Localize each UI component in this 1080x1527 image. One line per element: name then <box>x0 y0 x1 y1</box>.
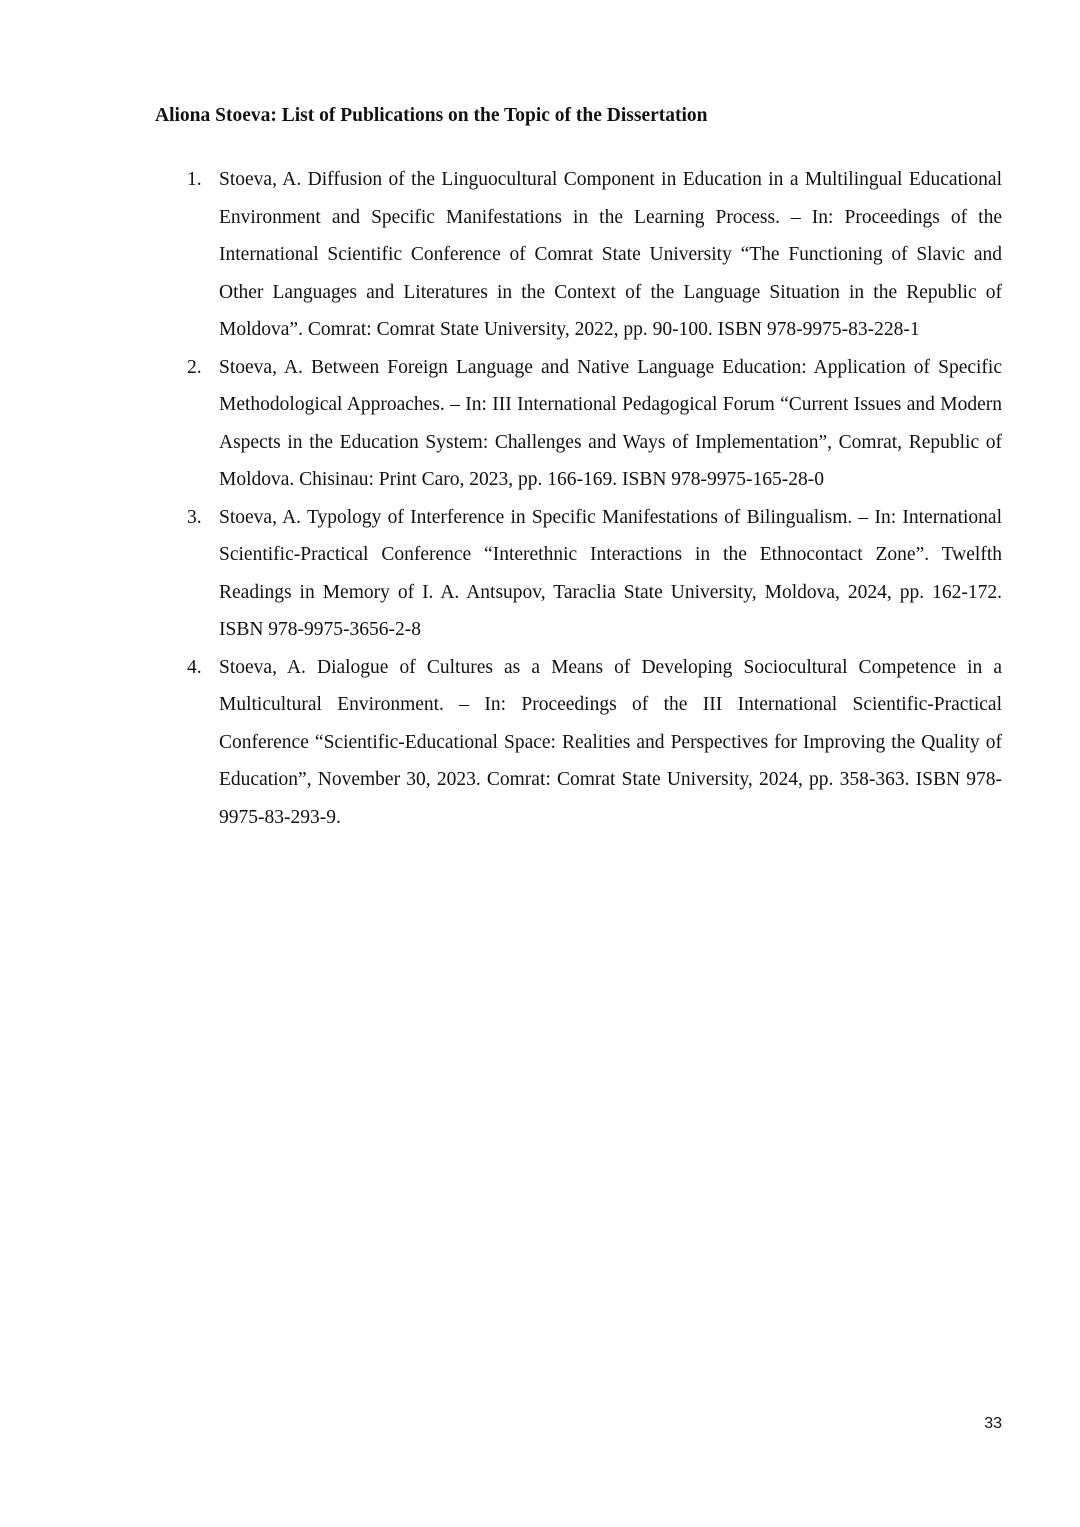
list-item-number: 1. <box>187 169 202 190</box>
list-item <box>155 649 1002 837</box>
list-item <box>155 161 1002 349</box>
publication-list <box>155 161 1002 836</box>
list-item <box>155 499 1002 649</box>
list-item-text: Stoeva, A. Diffusion of the Linguocultural Component in Education in a Multilingual Educational Environment and Specific Manifestations in the Learning Process. – In: Proceedings of the International Scientific Conference of Comrat State University “The Functioning of Slavic and Other Languages and Literatures in the Context of the Language Situation in the Republic of Moldova”. Comrat: Comrat State University, 2022, pp. 90-100. ISBN 978-9975-83-228-1 <box>219 169 1002 340</box>
list-item-text: Stoeva, A. Dialogue of Cultures as a Means of Developing Sociocultural Competence in a Multicultural Environment. – In: Proceedings of the III International Scientific-Practical Conference “Scientific-Educational Space: Realities and Perspectives for Improving the Quality of Education”, November 30, 2023. Comrat: Comrat State University, 2024, pp. 358-363. ISBN 978-9975-83-293-9. <box>219 656 1002 828</box>
list-item-number: 3. <box>187 506 202 528</box>
page-title: Aliona Stoeva: List of Publications on the Topic of the Dissertation <box>155 105 708 126</box>
page-number: 33 <box>984 1415 1002 1432</box>
list-item-text: Stoeva, A. Between Foreign Language and Native Language Education: Application of Specific Methodological Approaches. – In: III International Pedagogical Forum “Current Issues and Modern Aspects in the Education System: Challenges and Ways of Implementation”, Comrat, Republic of Moldova. Chisinau: Print Caro, 2023, pp. 166-169. ISBN 978-9975-165-28-0 <box>219 356 1002 490</box>
list-item <box>155 349 1002 499</box>
list-item-number: 2. <box>187 356 202 378</box>
list-item-text: Stoeva, A. Typology of Interference in Specific Manifestations of Bilingualism. – In: International Scientific-Practical Conference “Interethnic Interactions in the Ethnocontact Zone”. Twelfth Readings in Memory of I. A. Antsupov, Taraclia State University, Moldova, 2024, pp. 162-172. ISBN 978-9975-3656-2-8 <box>219 506 1002 640</box>
list-item-number: 4. <box>187 656 202 678</box>
